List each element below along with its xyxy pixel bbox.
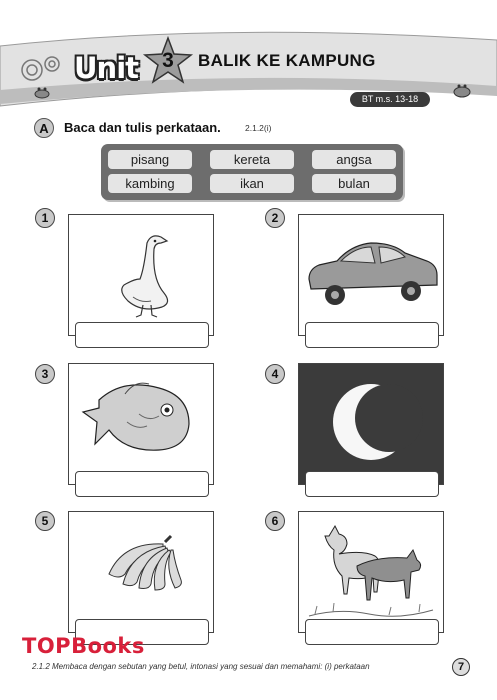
instruction-text: Baca dan tulis perkataan. (64, 120, 221, 135)
answer-box[interactable] (75, 471, 209, 497)
answer-box[interactable] (305, 619, 439, 645)
picture-frame (68, 214, 214, 336)
section-badge: A (34, 118, 54, 138)
page-number: 7 (452, 658, 470, 676)
item-number: 3 (35, 364, 55, 384)
unit-label: Unit (74, 51, 138, 85)
answer-box[interactable] (305, 471, 439, 497)
watermark-logo: TOPBooks (22, 634, 145, 658)
book-reference: BT m.s. 13-18 (350, 92, 430, 107)
picture-frame (298, 363, 444, 485)
item-number: 1 (35, 208, 55, 228)
item-number: 2 (265, 208, 285, 228)
item-number: 5 (35, 511, 55, 531)
word-ikan: ikan (210, 174, 294, 193)
answer-box[interactable] (305, 322, 439, 348)
goose-icon (69, 215, 213, 335)
picture-frame (298, 214, 444, 336)
picture-frame (68, 511, 214, 633)
crescent-moon-icon (299, 364, 443, 484)
banana-bunch-icon (69, 512, 213, 632)
word-angsa: angsa (312, 150, 396, 169)
goats-icon (299, 512, 443, 632)
standard-code: 2.1.2(i) (245, 123, 272, 133)
answer-box[interactable] (75, 322, 209, 348)
word-kereta: kereta (210, 150, 294, 169)
word-kambing: kambing (108, 174, 192, 193)
car-icon (299, 215, 443, 335)
picture-frame (298, 511, 444, 633)
word-pisang: pisang (108, 150, 192, 169)
item-number: 6 (265, 511, 285, 531)
word-bulan: bulan (312, 174, 396, 193)
fish-icon (69, 364, 213, 484)
word-bank (101, 144, 403, 200)
picture-frame (68, 363, 214, 485)
unit-number: 3 (162, 49, 174, 72)
item-number: 4 (265, 364, 285, 384)
footnote: 2.1.2 Membaca dengan sebutan yang betul, intonasi yang sesuai dan memahami: (i) perkataan (32, 662, 370, 671)
unit-title: BALIK KE KAMPUNG (198, 51, 376, 70)
